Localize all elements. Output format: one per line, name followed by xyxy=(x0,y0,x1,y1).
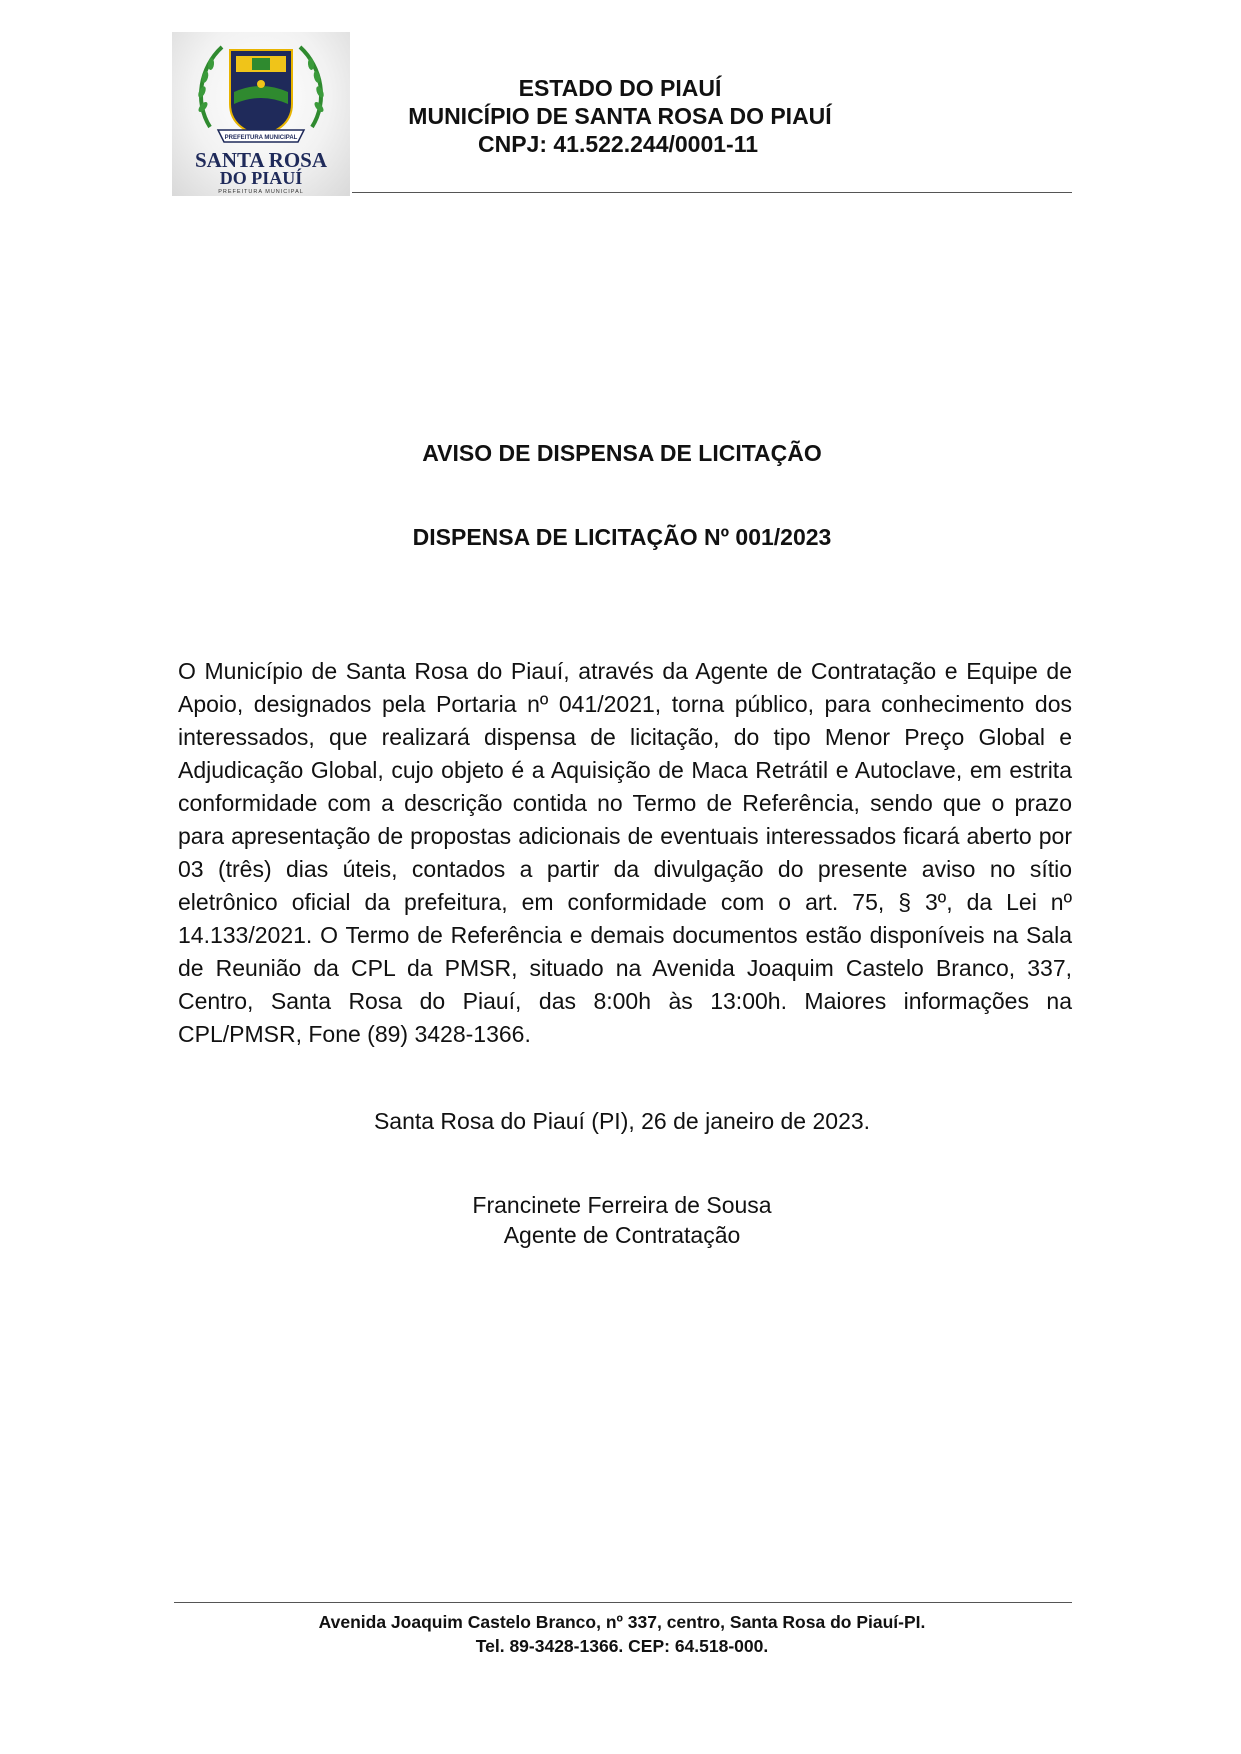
notice-subtitle: DISPENSA DE LICITAÇÃO Nº 001/2023 xyxy=(412,524,832,550)
logo-name-line2: DO PIAUÍ xyxy=(219,168,303,188)
logo-name-line1: SANTA ROSA xyxy=(194,148,328,172)
footer-contact: Tel. 89-3428-1366. CEP: 64.518-000. xyxy=(475,1636,769,1656)
header-divider xyxy=(352,192,1072,193)
municipal-coat-of-arms-icon xyxy=(172,32,350,196)
footer-divider xyxy=(174,1602,1072,1603)
document-header xyxy=(360,74,880,158)
logo-subtitle: PREFEITURA MUNICIPAL xyxy=(218,189,304,195)
header-state: ESTADO DO PIAUÍ xyxy=(518,75,722,101)
logo-banner-text: PREFEITURA MUNICIPAL xyxy=(224,135,298,141)
notice-title: AVISO DE DISPENSA DE LICITAÇÃO xyxy=(422,440,822,466)
footer-address: Avenida Joaquim Castelo Branco, nº 337, centro, Santa Rosa do Piauí-PI. xyxy=(318,1612,926,1632)
notice-date: Santa Rosa do Piauí (PI), 26 de janeiro de 2023. xyxy=(373,1108,871,1134)
municipal-logo xyxy=(172,32,350,196)
header-municipality: MUNICÍPIO DE SANTA ROSA DO PIAUÍ xyxy=(408,103,832,129)
signature-block xyxy=(172,1190,1072,1250)
document-footer xyxy=(172,1610,1072,1658)
notice-body: O Município de Santa Rosa do Piauí, através da Agente de Contratação e Equipe de Apoio, designados pela Portaria nº 041/2021, torna público, para conhecimento dos interessados, que realizará dispensa de licitação, do tipo Menor Preço Global e Adjudicação Global, cujo objeto é a Aquisição de Maca Retrátil e Autoclave, em estrita conformidade com a descrição contida no Termo de Referência, sendo que o prazo para apresentação de propostas adicionais de eventuais interessados ficará aberto por 03 (três) dias úteis, contados a partir da divulgação do presente aviso no sítio eletrônico oficial da prefeitura, em conformidade com o art. 75, § 3º, da Lei nº 14.133/2021. O Termo de Referência e demais documentos estão disponíveis na Sala de Reunião da CPL da PMSR, situado na Avenida Joaquim Castelo Branco, 337, Centro, Santa Rosa do Piauí, das 8:00h às 13:00h. Maiores informações na CPL/PMSR, Fone (89) 3428-1366. xyxy=(178,658,1072,1047)
signer-name: Francinete Ferreira de Sousa xyxy=(472,1192,772,1218)
header-cnpj: CNPJ: 41.522.244/0001-11 xyxy=(477,131,759,157)
signer-role: Agente de Contratação xyxy=(503,1222,741,1248)
